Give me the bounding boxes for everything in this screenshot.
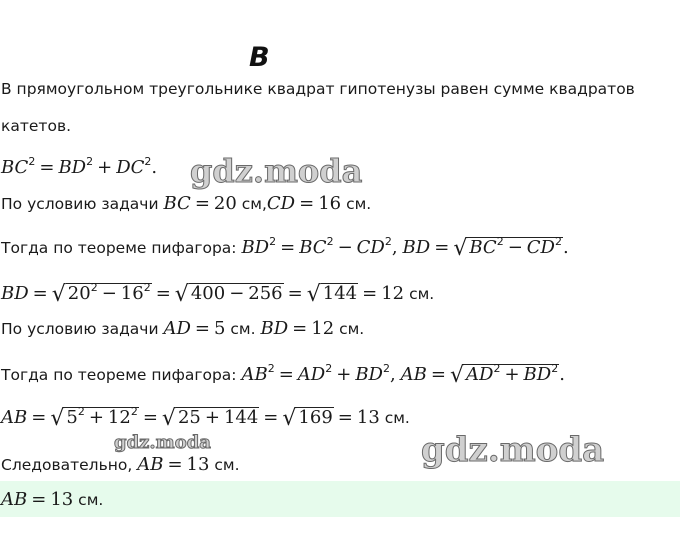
section-heading: B (249, 42, 270, 73)
conclusion-label: Следовательно, (1, 456, 133, 474)
theorem-bd: Тогда по теореме пифагора: $BD^2 = BC^2 - CD^2$, BD = √ $BC^2 - CD^2$. (1, 235, 569, 261)
watermark-small: gdz.moda (114, 432, 211, 453)
given-label: По условию задачи (1, 195, 159, 213)
ab-result: 13 (356, 407, 380, 428)
conclusion: Следовательно, AB = 13 см. (1, 454, 240, 475)
formula-pythagoras: $BC^2 = BD^2 + DC^2$. (1, 155, 158, 178)
intro-line-1: В прямоугольном треугольнике квадрат гипотенузы равен сумме квадратов (1, 80, 635, 98)
watermark-right: gdz.moda (421, 430, 605, 470)
calc-ab: AB = √ $5^2 + 12^2$ = √ 25 + 144 = √ 169 = 13 см. (1, 405, 410, 431)
answer-value: 13 (50, 489, 74, 510)
unit-cm: см. (78, 491, 104, 509)
theorem-label: Тогда по теореме пифагора: (1, 239, 237, 257)
calc-bd: BD = √ $20^2 - 16^2$ = √ 400 − 256 = √ 144 = 12 см. (1, 281, 435, 307)
given-ad-bd: По условию задачи AD = 5 см. BD = 12 см. (1, 318, 365, 339)
unit-cm: см. (339, 320, 365, 338)
theorem-ab: Тогда по теореме пифагора: $AB^2 = AD^2 + BD^2$, AB = √ $AD^2 + BD^2$. (1, 362, 565, 388)
unit-cm: см. (214, 456, 240, 474)
unit-cm: см. (230, 320, 256, 338)
unit-cm: см. (409, 285, 435, 303)
conclusion-value: 13 (186, 454, 210, 475)
watermark-main: gdz.moda (190, 152, 363, 190)
given-bc-cd: По условию задачи BC = 20 см,CD = 16 см. (1, 193, 372, 214)
unit-cm: см. (346, 195, 372, 213)
answer-line: AB = 13 см. (1, 489, 104, 510)
unit-sep: см, (241, 195, 267, 213)
given-label: По условию задачи (1, 320, 159, 338)
intro-line-2: катетов. (1, 117, 71, 135)
theorem-label: Тогда по теореме пифагора: (1, 366, 237, 384)
unit-cm: см. (384, 409, 410, 427)
bd-result: 12 (381, 283, 405, 304)
